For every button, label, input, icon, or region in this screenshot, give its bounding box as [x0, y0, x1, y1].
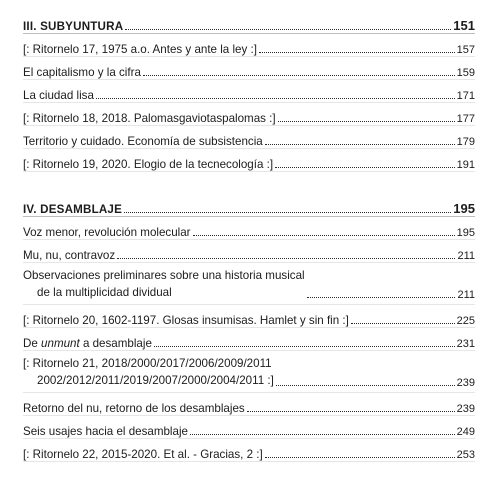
dot-leader	[96, 98, 455, 99]
entry-title	[23, 337, 152, 350]
dot-leader	[265, 457, 455, 458]
toc-entry	[23, 57, 475, 80]
toc-entry	[23, 34, 475, 57]
entry-title-line-2: de la multiplicidad dividual	[37, 286, 172, 299]
dot-leader	[351, 323, 455, 324]
dot-leader	[143, 75, 455, 76]
entry-title: [: Ritornelo 20, 1602-1197. Glosas insumisas. Hamlet y sin fin :]	[23, 314, 349, 327]
dot-leader	[117, 258, 455, 259]
entry-title: El capitalismo y la cifra	[23, 66, 141, 79]
entry-title: [: Ritornelo 17, 1975 a.o. Antes y ante la ley :]	[23, 43, 257, 56]
page-number: 191	[456, 159, 475, 171]
page-number: 231	[456, 338, 475, 350]
dot-leader	[278, 121, 455, 122]
dot-leader	[190, 434, 455, 435]
page-number: 253	[456, 449, 475, 461]
page-number: 177	[456, 113, 475, 125]
toc-entry	[23, 263, 475, 305]
section-heading	[23, 194, 475, 217]
toc-entry	[23, 416, 475, 439]
dot-leader	[276, 385, 455, 386]
page-number: 159	[456, 67, 475, 79]
page-number: 171	[456, 90, 475, 102]
dot-leader	[259, 52, 455, 53]
entry-title	[23, 263, 305, 304]
entry-title: Retorno del nu, retorno de los desamblajes	[23, 402, 245, 415]
entry-title: [: Ritornelo 19, 2020. Elogio de la tecnecología :]	[23, 158, 274, 171]
entry-title-pre: De	[23, 337, 42, 350]
entry-title-line-1: [: Ritornelo 21, 2018/2000/2017/2006/2009/2011	[23, 357, 272, 370]
table-of-contents	[23, 11, 475, 484]
page-number: 151	[453, 18, 475, 33]
toc-entry	[23, 351, 475, 393]
toc-entry	[23, 240, 475, 263]
page-number: 249	[456, 426, 475, 438]
page-number: 195	[453, 201, 475, 216]
toc-entry	[23, 103, 475, 126]
dot-leader	[307, 297, 456, 298]
toc-entry	[23, 126, 475, 149]
toc-entry	[23, 217, 475, 240]
page-number: 239	[456, 377, 475, 389]
dot-leader	[125, 29, 451, 30]
entry-title: La ciudad lisa	[23, 89, 94, 102]
entry-title: Territorio y cuidado. Economía de subsistencia	[23, 135, 263, 148]
entry-title-line-2: 2002/2012/2011/2019/2007/2000/2004/2011 :]	[37, 374, 274, 387]
toc-entry	[23, 149, 475, 172]
toc-entry	[23, 305, 475, 328]
toc-section-subyuntura	[23, 11, 475, 172]
section-title: III. SUBYUNTURA	[23, 20, 124, 33]
toc-section-desamblaje	[23, 194, 475, 462]
toc-entry	[23, 393, 475, 416]
entry-title: Mu, nu, contravoz	[23, 249, 116, 262]
page-number: 239	[456, 403, 475, 415]
dot-leader	[247, 411, 455, 412]
page-number: 179	[456, 136, 475, 148]
page-number: 225	[456, 315, 475, 327]
entry-title: Voz menor, revolución molecular	[23, 226, 191, 239]
entry-title: Seis usajes hacia el desamblaje	[23, 425, 188, 438]
toc-entry	[23, 439, 475, 462]
toc-entry	[23, 80, 475, 103]
toc-entry	[23, 328, 475, 351]
entry-title: [: Ritornelo 22, 2015-2020. Et al. - Gracias, 2 :]	[23, 448, 263, 461]
page-number: 195	[456, 227, 475, 239]
entry-title-line-1: Observaciones preliminares sobre una historia musical	[23, 269, 305, 282]
dot-leader	[154, 346, 455, 347]
dot-leader	[265, 144, 455, 145]
page-number: 157	[456, 44, 475, 56]
dot-leader	[124, 212, 451, 213]
entry-title: [: Ritornelo 18, 2018. Palomasgaviotaspalomas :]	[23, 112, 276, 125]
section-title: IV. DESAMBLAJE	[23, 203, 123, 216]
dot-leader	[193, 235, 455, 236]
entry-title-post: a desamblaje	[79, 337, 152, 350]
page-number: 211	[457, 250, 475, 262]
entry-title	[23, 351, 274, 392]
dot-leader	[275, 167, 455, 168]
entry-title-italic: unmunt	[41, 337, 80, 350]
section-heading	[23, 11, 475, 34]
page-number: 211	[457, 289, 475, 301]
